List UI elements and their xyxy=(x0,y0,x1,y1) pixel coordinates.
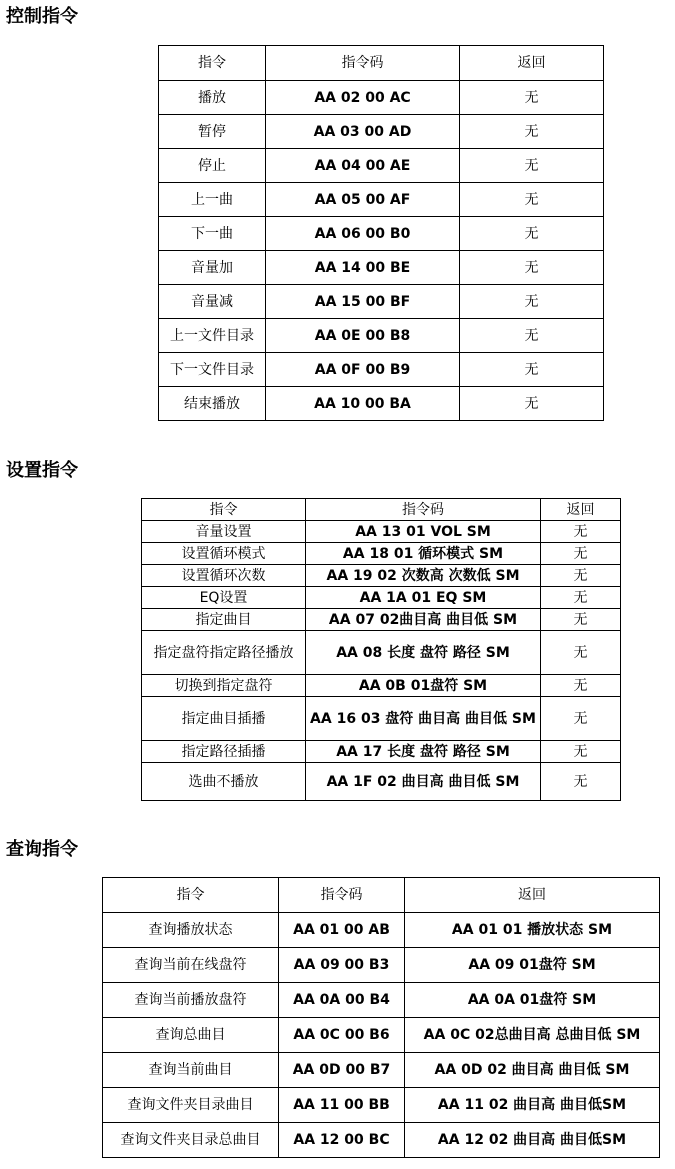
cell-code: AA 0F 00 B9 xyxy=(266,353,460,387)
cell-code: AA 07 02曲目高 曲目低 SM xyxy=(306,609,541,631)
cell-command: 查询当前曲目 xyxy=(103,1053,279,1088)
cell-code: AA 0E 00 B8 xyxy=(266,319,460,353)
table-row xyxy=(159,353,604,387)
cell-return: AA 12 02 曲目高 曲目低SM xyxy=(405,1123,660,1158)
cell-command: 切换到指定盘符 xyxy=(142,675,306,697)
cell-return: 无 xyxy=(460,149,604,183)
section-title-query: 查询指令 xyxy=(6,839,78,860)
table-row xyxy=(103,1088,660,1123)
cell-code: AA 10 00 BA xyxy=(266,387,460,421)
header-code: 指令码 xyxy=(266,46,460,81)
cell-code: AA 02 00 AC xyxy=(266,81,460,115)
table-row xyxy=(159,217,604,251)
section-title-control: 控制指令 xyxy=(6,6,78,27)
table-row xyxy=(103,983,660,1018)
cell-code: AA 12 00 BC xyxy=(279,1123,405,1158)
table-row xyxy=(142,741,621,763)
header-code: 指令码 xyxy=(306,499,541,521)
cell-return: AA 09 01盘符 SM xyxy=(405,948,660,983)
cell-return: 无 xyxy=(541,763,621,801)
table-row xyxy=(142,697,621,741)
cell-command: 结束播放 xyxy=(159,387,266,421)
cell-command: 指定曲目 xyxy=(142,609,306,631)
header-code: 指令码 xyxy=(279,878,405,913)
table-row xyxy=(142,609,621,631)
query-commands-table xyxy=(102,877,660,1158)
cell-return: 无 xyxy=(460,285,604,319)
cell-return: AA 0C 02总曲目高 总曲目低 SM xyxy=(405,1018,660,1053)
cell-code: AA 19 02 次数高 次数低 SM xyxy=(306,565,541,587)
cell-code: AA 01 00 AB xyxy=(279,913,405,948)
header-command: 指令 xyxy=(103,878,279,913)
table-row xyxy=(103,948,660,983)
cell-return: 无 xyxy=(460,319,604,353)
cell-return: 无 xyxy=(541,697,621,741)
table-header-row xyxy=(103,878,660,913)
table-row xyxy=(159,387,604,421)
cell-return: AA 11 02 曲目高 曲目低SM xyxy=(405,1088,660,1123)
control-commands-table xyxy=(158,45,604,421)
cell-code: AA 06 00 B0 xyxy=(266,217,460,251)
cell-return: AA 0A 01盘符 SM xyxy=(405,983,660,1018)
table-row xyxy=(142,587,621,609)
cell-command: 查询文件夹目录总曲目 xyxy=(103,1123,279,1158)
cell-command: 音量设置 xyxy=(142,521,306,543)
cell-return: AA 01 01 播放状态 SM xyxy=(405,913,660,948)
table-row xyxy=(142,631,621,675)
cell-command: 设置循环次数 xyxy=(142,565,306,587)
cell-command: 上一文件目录 xyxy=(159,319,266,353)
table-row xyxy=(142,675,621,697)
table-row xyxy=(159,319,604,353)
table-row xyxy=(159,81,604,115)
cell-return: 无 xyxy=(541,675,621,697)
cell-return: 无 xyxy=(460,353,604,387)
cell-command: 音量加 xyxy=(159,251,266,285)
cell-return: 无 xyxy=(541,609,621,631)
cell-code: AA 0A 00 B4 xyxy=(279,983,405,1018)
table-row xyxy=(159,285,604,319)
cell-code: AA 18 01 循环模式 SM xyxy=(306,543,541,565)
cell-code: AA 04 00 AE xyxy=(266,149,460,183)
cell-return: 无 xyxy=(541,631,621,675)
cell-code: AA 13 01 VOL SM xyxy=(306,521,541,543)
cell-command: 暂停 xyxy=(159,115,266,149)
cell-command: 指定路径插播 xyxy=(142,741,306,763)
cell-command: 查询当前在线盘符 xyxy=(103,948,279,983)
cell-code: AA 16 03 盘符 曲目高 曲目低 SM xyxy=(306,697,541,741)
table-row xyxy=(142,543,621,565)
table-row xyxy=(103,1018,660,1053)
header-return: 返回 xyxy=(541,499,621,521)
table-row xyxy=(142,565,621,587)
cell-return: 无 xyxy=(460,217,604,251)
cell-command: 查询播放状态 xyxy=(103,913,279,948)
cell-return: 无 xyxy=(460,387,604,421)
table-row xyxy=(159,183,604,217)
table-row xyxy=(142,763,621,801)
cell-command: 指定盘符指定路径播放 xyxy=(142,631,306,675)
cell-return: 无 xyxy=(460,183,604,217)
cell-return: 无 xyxy=(460,81,604,115)
table-row xyxy=(159,251,604,285)
cell-code: AA 14 00 BE xyxy=(266,251,460,285)
header-command: 指令 xyxy=(159,46,266,81)
cell-code: AA 17 长度 盘符 路径 SM xyxy=(306,741,541,763)
cell-code: AA 1F 02 曲目高 曲目低 SM xyxy=(306,763,541,801)
cell-command: 播放 xyxy=(159,81,266,115)
cell-command: 上一曲 xyxy=(159,183,266,217)
cell-command: 音量减 xyxy=(159,285,266,319)
settings-commands-table xyxy=(141,498,621,801)
cell-return: 无 xyxy=(460,115,604,149)
cell-command: 下一文件目录 xyxy=(159,353,266,387)
cell-command: 查询当前播放盘符 xyxy=(103,983,279,1018)
cell-return: 无 xyxy=(541,565,621,587)
table-row xyxy=(142,521,621,543)
table-row xyxy=(103,913,660,948)
cell-command: 查询总曲目 xyxy=(103,1018,279,1053)
cell-code: AA 08 长度 盘符 路径 SM xyxy=(306,631,541,675)
cell-code: AA 03 00 AD xyxy=(266,115,460,149)
header-return: 返回 xyxy=(405,878,660,913)
cell-code: AA 1A 01 EQ SM xyxy=(306,587,541,609)
cell-command: 停止 xyxy=(159,149,266,183)
cell-return: 无 xyxy=(541,521,621,543)
cell-return: 无 xyxy=(541,543,621,565)
table-row xyxy=(159,115,604,149)
table-row xyxy=(159,149,604,183)
header-command: 指令 xyxy=(142,499,306,521)
cell-code: AA 0B 01盘符 SM xyxy=(306,675,541,697)
header-return: 返回 xyxy=(460,46,604,81)
cell-command: 设置循环模式 xyxy=(142,543,306,565)
cell-command: 选曲不播放 xyxy=(142,763,306,801)
cell-command: 下一曲 xyxy=(159,217,266,251)
table-header-row xyxy=(142,499,621,521)
cell-return: 无 xyxy=(460,251,604,285)
section-title-settings: 设置指令 xyxy=(6,460,78,481)
cell-code: AA 0C 00 B6 xyxy=(279,1018,405,1053)
cell-return: AA 0D 02 曲目高 曲目低 SM xyxy=(405,1053,660,1088)
cell-code: AA 15 00 BF xyxy=(266,285,460,319)
cell-code: AA 05 00 AF xyxy=(266,183,460,217)
cell-return: 无 xyxy=(541,741,621,763)
cell-return: 无 xyxy=(541,587,621,609)
cell-command: 指定曲目插播 xyxy=(142,697,306,741)
table-header-row xyxy=(159,46,604,81)
cell-command: EQ设置 xyxy=(142,587,306,609)
table-row xyxy=(103,1123,660,1158)
cell-code: AA 0D 00 B7 xyxy=(279,1053,405,1088)
table-row xyxy=(103,1053,660,1088)
cell-command: 查询文件夹目录曲目 xyxy=(103,1088,279,1123)
cell-code: AA 11 00 BB xyxy=(279,1088,405,1123)
cell-code: AA 09 00 B3 xyxy=(279,948,405,983)
